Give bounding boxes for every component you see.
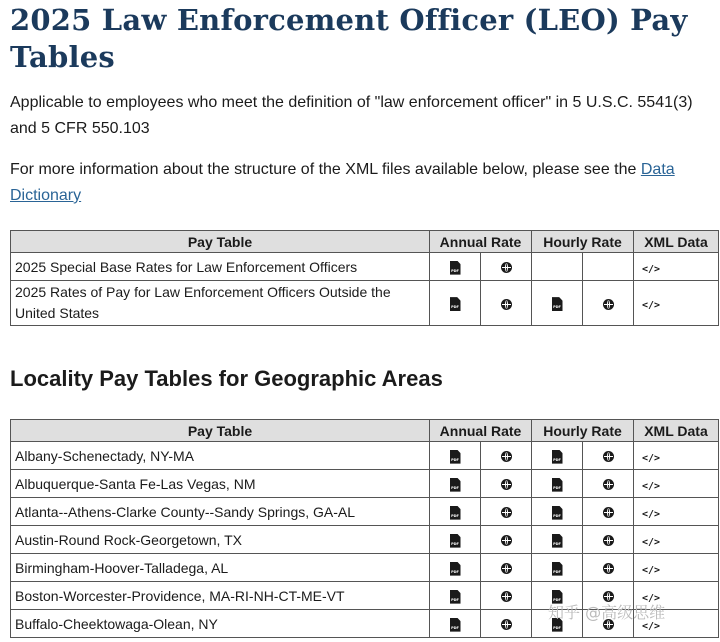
annual-web-cell xyxy=(481,526,532,554)
hourly-web-cell xyxy=(583,281,634,326)
annual-web-cell xyxy=(481,610,532,638)
table-row xyxy=(11,470,719,498)
pay-table-name: 2025 Special Base Rates for Law Enforcement Officers xyxy=(11,253,430,281)
table-row xyxy=(11,526,719,554)
header-pay-table: Pay Table xyxy=(11,231,430,253)
header-annual-rate: Annual Rate xyxy=(430,231,532,253)
hourly-web-cell xyxy=(583,554,634,582)
xml-cell xyxy=(634,281,719,326)
code-icon[interactable]: </> xyxy=(642,300,661,311)
code-icon[interactable]: </> xyxy=(642,508,661,520)
annual-pdf-cell xyxy=(430,526,481,554)
code-icon[interactable]: </> xyxy=(642,536,661,548)
pay-table-name: Atlanta--Athens-Clarke County--Sandy Springs, GA-AL xyxy=(11,498,430,526)
table-row xyxy=(11,253,719,281)
hourly-pdf-cell xyxy=(532,442,583,470)
globe-icon[interactable] xyxy=(501,591,512,602)
watermark: 知乎 @高级思维 xyxy=(548,603,666,622)
pdf-icon[interactable] xyxy=(450,618,461,632)
table-row xyxy=(11,498,719,526)
header-xml-data: XML Data xyxy=(634,231,719,253)
globe-icon[interactable] xyxy=(501,451,512,462)
globe-icon[interactable] xyxy=(501,479,512,490)
annual-pdf-cell xyxy=(430,281,481,326)
pdf-icon[interactable] xyxy=(552,562,563,576)
pdf-icon[interactable] xyxy=(552,478,563,492)
pay-table-name: Buffalo-Cheektowaga-Olean, NY xyxy=(11,610,430,638)
globe-icon[interactable] xyxy=(501,619,512,630)
table-header-row xyxy=(11,420,719,442)
pdf-icon[interactable] xyxy=(450,534,461,548)
pdf-icon[interactable] xyxy=(450,450,461,464)
globe-icon[interactable] xyxy=(603,563,614,574)
globe-icon[interactable] xyxy=(603,535,614,546)
hourly-pdf-cell xyxy=(532,526,583,554)
table-row xyxy=(11,442,719,470)
annual-pdf-cell xyxy=(430,582,481,610)
hourly-pdf-cell xyxy=(532,281,583,326)
hourly-pdf-cell xyxy=(532,470,583,498)
pdf-icon[interactable] xyxy=(450,297,461,311)
pay-table-name: Boston-Worcester-Providence, MA-RI-NH-CT-ME-VT xyxy=(11,582,430,610)
header-xml-data: XML Data xyxy=(634,420,719,442)
annual-pdf-cell xyxy=(430,554,481,582)
globe-icon[interactable] xyxy=(501,262,512,273)
annual-pdf-cell xyxy=(430,253,481,281)
page-title: 2025 Law Enforcement Officer (LEO) Pay Tables xyxy=(10,3,688,74)
data-dictionary-link[interactable]: Data Dictionary xyxy=(10,161,675,204)
code-icon[interactable]: </> xyxy=(642,480,661,492)
table-row xyxy=(11,554,719,582)
globe-icon[interactable] xyxy=(603,451,614,462)
globe-icon[interactable] xyxy=(501,535,512,546)
code-icon[interactable]: </> xyxy=(642,620,661,632)
header-hourly-rate: Hourly Rate xyxy=(532,231,634,253)
pay-table-name: Birmingham-Hoover-Talladega, AL xyxy=(11,554,430,582)
leo-pay-table xyxy=(10,230,719,326)
pay-table-name: Albany-Schenectady, NY-MA xyxy=(11,442,430,470)
annual-pdf-cell xyxy=(430,442,481,470)
annual-web-cell xyxy=(481,554,532,582)
annual-web-cell xyxy=(481,498,532,526)
locality-section-title: Locality Pay Tables for Geographic Areas xyxy=(10,366,443,391)
hourly-web-cell xyxy=(583,253,634,281)
pay-table-name: 2025 Rates of Pay for Law Enforcement Officers Outside the United States xyxy=(11,281,430,326)
annual-web-cell xyxy=(481,281,532,326)
hourly-pdf-cell xyxy=(532,498,583,526)
pdf-icon[interactable] xyxy=(450,261,461,275)
hourly-web-cell xyxy=(583,498,634,526)
annual-pdf-cell xyxy=(430,470,481,498)
globe-icon[interactable] xyxy=(603,299,614,310)
globe-icon[interactable] xyxy=(603,479,614,490)
hourly-web-cell xyxy=(583,442,634,470)
pay-table-name: Albuquerque-Santa Fe-Las Vegas, NM xyxy=(11,470,430,498)
intro-paragraph: Applicable to employees who meet the definition of "law enforcement officer" in 5 U.S.C. 5541(3) and 5 CFR 550.103 xyxy=(10,94,693,137)
header-hourly-rate: Hourly Rate xyxy=(532,420,634,442)
hourly-web-cell xyxy=(583,526,634,554)
pdf-icon[interactable] xyxy=(552,506,563,520)
annual-pdf-cell xyxy=(430,610,481,638)
annual-pdf-cell xyxy=(430,498,481,526)
annual-web-cell xyxy=(481,470,532,498)
info-text: For more information about the structure of the XML files available below, please see the xyxy=(10,161,641,178)
pay-table-name: Austin-Round Rock-Georgetown, TX xyxy=(11,526,430,554)
header-annual-rate: Annual Rate xyxy=(430,420,532,442)
annual-web-cell xyxy=(481,582,532,610)
xml-cell xyxy=(634,526,719,554)
xml-cell xyxy=(634,554,719,582)
globe-icon[interactable] xyxy=(501,507,512,518)
pdf-icon[interactable] xyxy=(552,297,563,311)
pdf-icon[interactable] xyxy=(450,562,461,576)
header-pay-table: Pay Table xyxy=(11,420,430,442)
hourly-pdf-cell xyxy=(532,554,583,582)
code-icon[interactable]: </> xyxy=(642,452,661,464)
pdf-icon[interactable] xyxy=(450,506,461,520)
info-paragraph xyxy=(10,157,718,209)
hourly-pdf-cell xyxy=(532,253,583,281)
globe-icon[interactable] xyxy=(501,299,512,310)
xml-cell xyxy=(634,442,719,470)
globe-icon[interactable] xyxy=(603,507,614,518)
pdf-icon[interactable] xyxy=(450,478,461,492)
annual-web-cell xyxy=(481,253,532,281)
pdf-icon[interactable] xyxy=(552,534,563,548)
table-header-row xyxy=(11,231,719,253)
hourly-web-cell xyxy=(583,470,634,498)
pdf-icon[interactable] xyxy=(552,450,563,464)
code-icon[interactable]: </> xyxy=(642,263,661,275)
xml-cell xyxy=(634,470,719,498)
annual-web-cell xyxy=(481,442,532,470)
xml-cell xyxy=(634,498,719,526)
code-icon[interactable]: </> xyxy=(642,592,661,604)
globe-icon[interactable] xyxy=(501,563,512,574)
table-row xyxy=(11,281,719,326)
pdf-icon[interactable] xyxy=(450,590,461,604)
xml-cell xyxy=(634,253,719,281)
code-icon[interactable]: </> xyxy=(642,564,661,576)
